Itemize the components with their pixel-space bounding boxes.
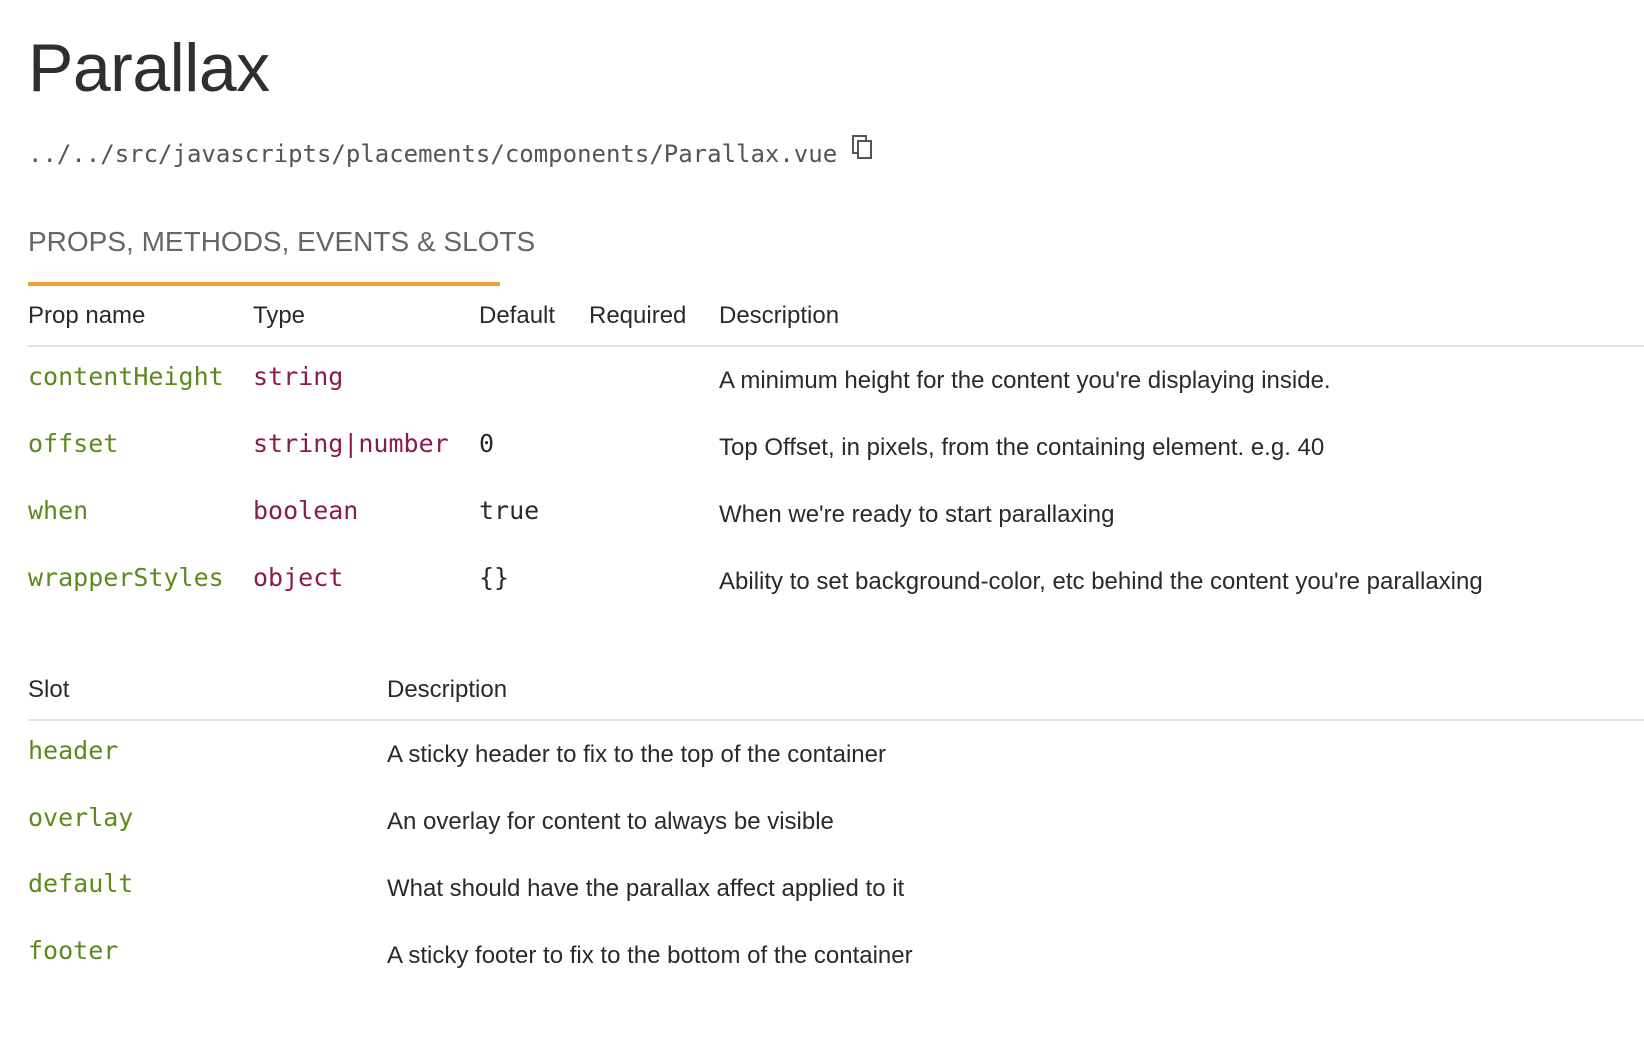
file-path: ../../src/javascripts/placements/components/Parallax.vue xyxy=(28,140,838,168)
prop-name: wrapperStyles xyxy=(28,563,224,592)
col-header-description: Description xyxy=(719,302,840,329)
file-path-row xyxy=(28,134,875,166)
table-divider xyxy=(28,345,1644,347)
prop-name: contentHeight xyxy=(28,362,224,391)
slot-name: header xyxy=(28,736,119,765)
slot-name: footer xyxy=(28,936,119,965)
prop-description: Ability to set background-color, etc behind the content you're parallaxing xyxy=(719,568,1483,595)
slot-description: What should have the parallax affect applied to it xyxy=(387,875,905,902)
prop-name: offset xyxy=(28,429,119,458)
col-header-description: Description xyxy=(387,676,508,703)
col-header-default: Default xyxy=(479,302,556,329)
col-header-slot: Slot xyxy=(28,676,70,703)
prop-description: A minimum height for the content you're displaying inside. xyxy=(719,367,1331,394)
page-title: Parallax xyxy=(28,30,270,106)
prop-name: when xyxy=(28,496,89,525)
col-header-type: Type xyxy=(253,302,306,329)
copy-icon[interactable] xyxy=(851,134,875,162)
prop-type: string xyxy=(253,362,344,391)
prop-type: object xyxy=(253,563,344,592)
tab-label: PROPS, METHODS, EVENTS & SLOTS xyxy=(28,226,536,257)
slot-description: An overlay for content to always be visible xyxy=(387,808,834,835)
slot-description: A sticky footer to fix to the bottom of the container xyxy=(387,942,913,969)
col-header-prop-name: Prop name xyxy=(28,302,146,329)
prop-default: {} xyxy=(479,563,510,592)
prop-type: boolean xyxy=(253,496,359,525)
prop-description: When we're ready to start parallaxing xyxy=(719,501,1115,528)
prop-type: string|number xyxy=(253,429,449,458)
slot-description: A sticky header to fix to the top of the container xyxy=(387,741,886,768)
prop-description: Top Offset, in pixels, from the containing element. e.g. 40 xyxy=(719,434,1325,461)
col-header-required: Required xyxy=(589,302,687,329)
table-divider xyxy=(28,719,1644,721)
prop-default: 0 xyxy=(479,429,495,458)
prop-default: true xyxy=(479,496,540,525)
slot-name: overlay xyxy=(28,803,134,832)
slot-name: default xyxy=(28,869,134,898)
tab-props-methods-events-slots[interactable] xyxy=(28,226,536,286)
